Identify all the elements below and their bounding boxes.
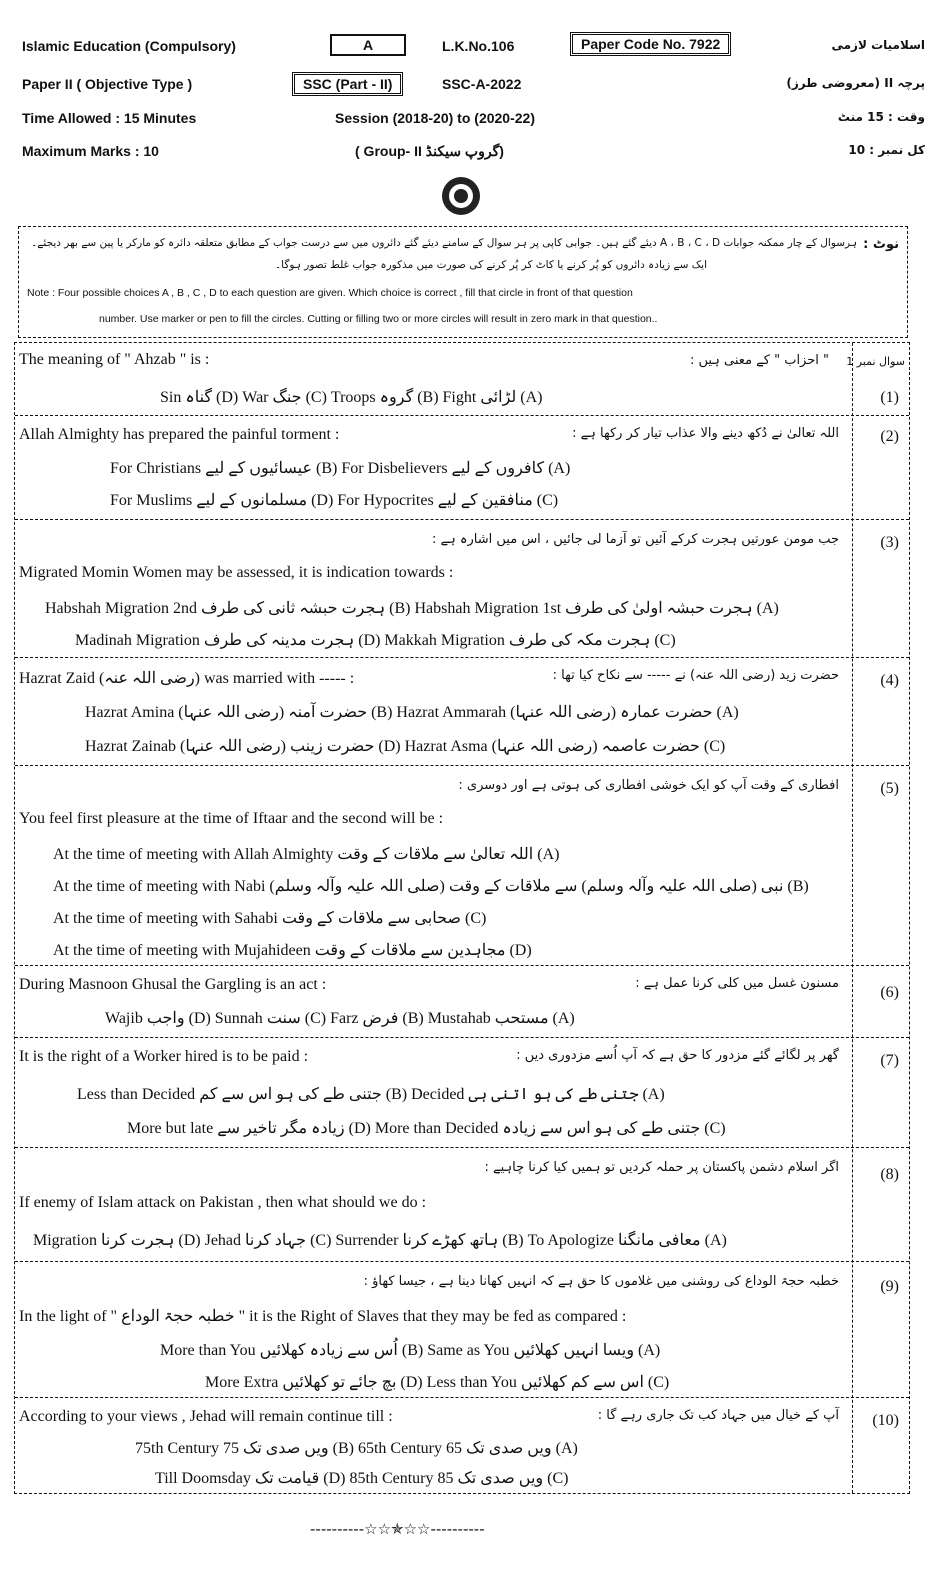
subject-ur: اسلامیات لازمی: [831, 38, 925, 52]
question-9: [15, 1261, 909, 1398]
question-number: (4): [880, 672, 899, 689]
instructions-box: [18, 226, 908, 338]
question-number: (6): [880, 984, 899, 1001]
group: ( Group- II گروپ سیکنڈ): [355, 143, 504, 159]
options-row: Less than Decided جتنی طے کی ہو اس سے کم (B) Decided جتنی طے کی ہو اتنی ہی (A): [77, 1086, 665, 1103]
question-3: [15, 519, 909, 658]
time-en: Time Allowed : 15 Minutes: [22, 110, 197, 126]
paper-en: Paper II ( Objective Type ): [22, 76, 193, 92]
lk-no: L.K.No.106: [442, 38, 515, 54]
question-number: (2): [880, 428, 899, 445]
options-row: At the time of meeting with Mujahideen مجاہدین سے ملاقات کے وقت (D): [53, 942, 532, 959]
question-en: You feel first pleasure at the time of Iftaar and the second will be :: [19, 810, 444, 827]
note-label-ur: نوٹ :: [863, 237, 899, 252]
question-number: (3): [880, 534, 899, 551]
paper-ur: پرچہ II (معروضی طرز): [786, 76, 925, 90]
question-en: If enemy of Islam attack on Pakistan , then what should we do :: [19, 1194, 427, 1211]
questions-table: [14, 342, 910, 1494]
question-en: The meaning of " Ahzab " is :: [19, 351, 210, 368]
options-row: For Muslims مسلمانوں کے لیے (D) For Hypocrites منافقین کے لیے (C): [110, 492, 559, 509]
question-10: [15, 1397, 909, 1494]
options-row: Hazrat Amina (رضی اللہ عنہا) حضرت آمنہ (B) Hazrat Ammarah (رضی اللہ عنہا) حضرت عمارہ (A): [85, 704, 739, 721]
note-line2-ur: ایک سے زیادہ دائروں کو پُر کرنے یا کاٹ کر پُر کرنے کی صورت میں مذکورہ جواب غلط تصور ہوگا۔: [274, 259, 707, 271]
options-row: More but late زیادہ مگر تاخیر سے (D) More than Decided جتنی طے کی ہو اس سے زیادہ (C): [127, 1120, 726, 1137]
question-8: [15, 1147, 909, 1262]
marks-ur: کل نمبر : 10: [848, 143, 925, 157]
options-row: More Extra بچ جائے تو کھلائیں (D) Less than You اس سے کم کھلائیں (C): [205, 1374, 670, 1391]
question-number: (5): [880, 780, 899, 797]
options-row: At the time of meeting with Nabi (صلی اللہ علیہ وآلہ وسلم) نبی (صلی اللہ علیہ وآلہ وسلم) سے ملاقات کے وقت (B): [53, 878, 809, 895]
options-row: For Christians عیسائیوں کے لیے (B) For Disbelievers کافروں کے لیے (A): [110, 460, 571, 477]
question-5: [15, 765, 909, 966]
version-box: A: [330, 34, 406, 56]
question-ur: مسنون غسل میں کلی کرنا عمل ہے :: [635, 976, 839, 991]
options-row: 75th Century 75 ویں صدی تک (B) 65th Century 65 ویں صدی تک (A): [135, 1440, 578, 1457]
options-row: At the time of meeting with Allah Almighty اللہ تعالیٰ سے ملاقات کے وقت (A): [53, 846, 560, 863]
exam-code: SSC-A-2022: [442, 76, 522, 92]
question-7: [15, 1037, 909, 1148]
question-number: (7): [880, 1052, 899, 1069]
options-row: Hazrat Zainab (رضی اللہ عنہا) حضرت زینب (D) Hazrat Asma (رضی اللہ عنہا) حضرت عاصمہ (C): [85, 738, 726, 755]
question-en: According to your views , Jehad will remain continue till :: [19, 1408, 393, 1425]
question-en: In the light of " خطبہ حجۃ الوداع " it is the Right of Slaves that they may be fed as compared :: [19, 1308, 627, 1325]
question-en: Hazrat Zaid (رضی اللہ عنہ) was married with ----- :: [19, 670, 355, 687]
question-1: [15, 343, 909, 415]
question-number: (8): [880, 1166, 899, 1183]
question-ur: حضرت زید (رضی اللہ عنہ) نے ----- سے نکاح کیا تھا :: [552, 668, 839, 683]
question-en: Allah Almighty has prepared the painful torment :: [19, 426, 340, 443]
marks-en: Maximum Marks : 10: [22, 143, 159, 159]
question-2: [15, 415, 909, 520]
note-line2-en: number. Use marker or pen to fill the circles. Cutting or filling two or more circles will result in zero mark in that question..: [99, 313, 658, 325]
question-ur: " احزاب " کے معنی ہیں :: [689, 353, 829, 368]
paper-code: Paper Code No. 7922: [570, 32, 731, 56]
session: Session (2018-20) to (2020-22): [335, 110, 535, 126]
options-row: Sin گناہ (D) War جنگ (C) Troops گروہ (B) Fight لڑائی (A): [160, 389, 543, 406]
question-ur: جب مومن عورتیں ہجرت کرکے آئیں تو آزما لی جائیں ، اس میں اشارہ ہے :: [432, 532, 839, 547]
question-en: It is the right of a Worker hired is to be paid :: [19, 1048, 309, 1065]
question-4: [15, 657, 909, 766]
options-row: Wajib واجب (D) Sunnah سنت (C) Farz فرض (B) Mustahab مستحب (A): [105, 1010, 575, 1027]
options-row: Habshah Migration 2nd ہجرت حبشہ ثانی کی طرف (B) Habshah Migration 1st ہجرت حبشہ اولیٰ کی طرف (A): [45, 600, 779, 617]
question-ur: خطبہ حجۃ الوداع کی روشنی میں غلاموں کا حق ہے کہ انہیں کھانا دینا ہے ، جیسا کھاؤ :: [363, 1274, 839, 1289]
options-row: Till Doomsday قیامت تک (D) 85th Century 85 ویں صدی تک (C): [155, 1470, 569, 1487]
question-en: Migrated Momin Women may be assessed, it is indication towards :: [19, 564, 454, 581]
question-ur: اگر اسلام دشمن پاکستان پر حملہ کردیں تو ہمیں کیا کرنا چاہیے :: [484, 1160, 839, 1175]
q-label-ur: سوال نمبر 1: [846, 355, 905, 368]
question-ur: افطاری کے وقت آپ کو ایک خوشی افطاری کی ہوتی ہے اور دوسری :: [458, 778, 839, 793]
note-line1-ur: ہرسوال کے چار ممکنہ جوابات A ، B ، C ، D دیئے گئے ہیں۔ جوابی کاپی پر ہر سوال کے سامنے دیئے گئے دائروں میں سے درست جواب کے مطابق متعلقہ دائرہ کو مارکر یا پین سے بھر دیجئے۔: [31, 237, 857, 249]
options-row: Madinah Migration ہجرت مدینہ کی طرف (D) Makkah Migration ہجرت مکہ کی طرف (C): [75, 632, 676, 649]
board-seal-icon: [440, 175, 482, 217]
question-en: During Masnoon Ghusal the Gargling is an act :: [19, 976, 327, 993]
question-ur: اللہ تعالیٰ نے دُکھ دینے والا عذاب تیار کر رکھا ہے :: [572, 426, 839, 441]
question-ur: آپ کے خیال میں جہاد کب تک جاری رہے گا :: [597, 1408, 839, 1423]
question-number: (10): [872, 1412, 899, 1429]
subject-en: Islamic Education (Compulsory): [22, 38, 236, 54]
question-number: (1): [880, 389, 899, 406]
footer-stars: ----------☆☆✯☆☆----------: [310, 1520, 485, 1538]
question-6: [15, 965, 909, 1038]
options-row: At the time of meeting with Sahabi صحابی سے ملاقات کے وقت (C): [53, 910, 487, 927]
options-row: More than You اُس سے زیادہ کھلائیں (B) Same as You ویسا انہیں کھلائیں (A): [160, 1342, 661, 1359]
exam-box: SSC (Part - II): [292, 72, 403, 96]
question-number: (9): [880, 1278, 899, 1295]
options-row: Migration ہجرت کرنا (D) Jehad جہاد کرنا (C) Surrender ہاتھ کھڑے کرنا (B) To Apologize معافی مانگنا (A): [33, 1232, 727, 1249]
question-ur: گھر پر لگائے گئے مزدور کا حق ہے کہ آپ اُسے مزدوری دیں :: [516, 1048, 839, 1063]
time-ur: وقت : 15 منٹ: [837, 110, 925, 124]
note-line1-en: Note : Four possible choices A , B , C , D to each question are given. Which choice is correct , fill that circle in front of that question: [27, 287, 633, 299]
